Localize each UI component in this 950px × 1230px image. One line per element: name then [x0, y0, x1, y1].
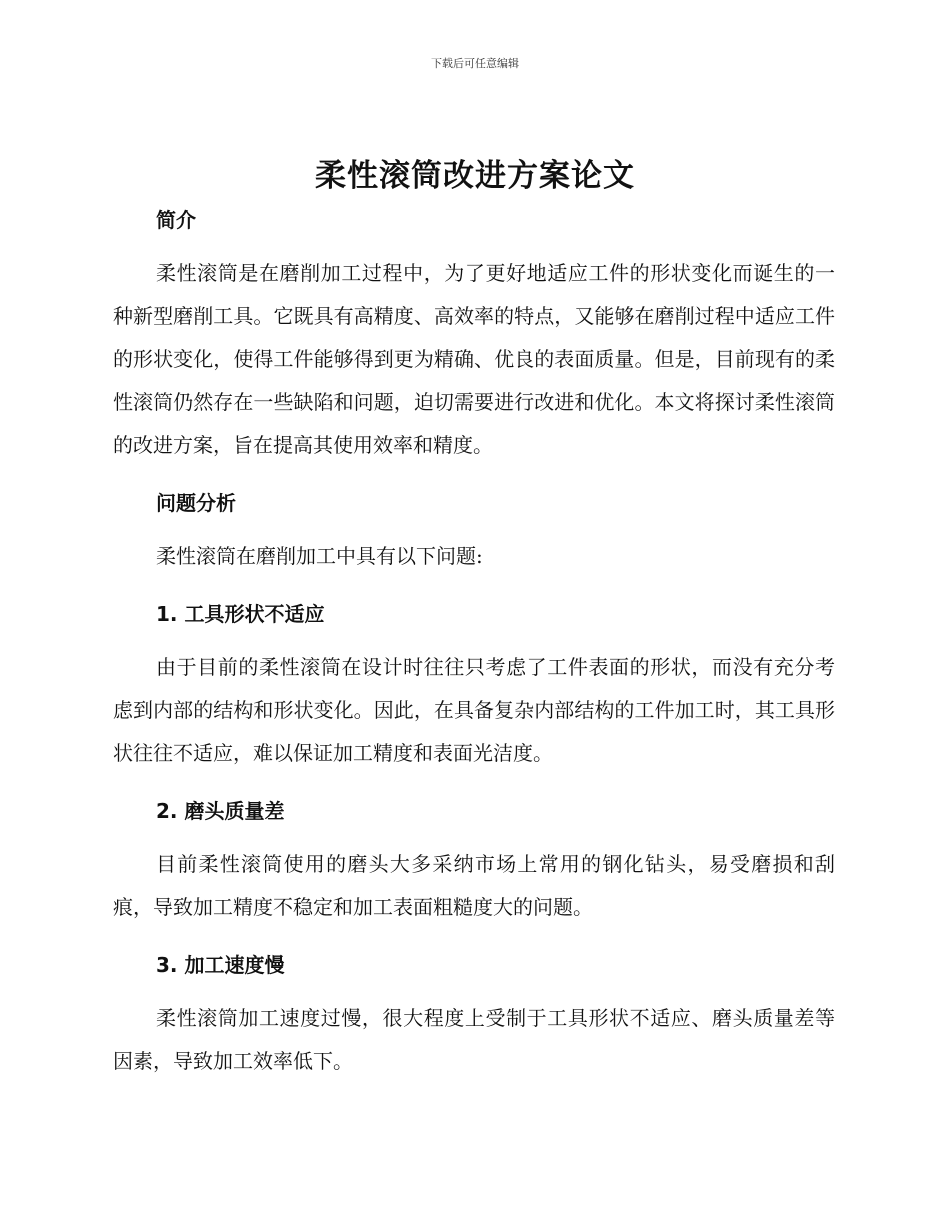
document-body [113, 198, 835, 1083]
header-note: 下载后可任意编辑 [431, 57, 519, 70]
problem-1-paragraph: 由于目前的柔性滚筒在设计时往往只考虑了工件表面的形状，而没有充分考虑到内部的结构和形状变化。因此，在具备复杂内部结构的工件加工时，其工具形状往往不适应，难以保证加工精度和表面光洁度。 [113, 655, 835, 765]
intro-heading: 简介 [156, 208, 196, 232]
intro-paragraph: 柔性滚筒是在磨削加工过程中，为了更好地适应工件的形状变化而诞生的一种新型磨削工具。它既具有高精度、高效率的特点，又能够在磨削过程中适应工件的形状变化，使得工件能够得到更为精确、优良的表面质量。但是，目前现有的柔性滚筒仍然存在一些缺陷和问题，迫切需要进行改进和优化。本文将探讨柔性滚筒的改进方案，旨在提高其使用效率和精度。 [113, 261, 835, 457]
problem-2-paragraph: 目前柔性滚筒使用的磨头大多采纳市场上常用的钢化钻头，易受磨损和刮痕，导致加工精度不稳定和加工表面粗糙度大的问题。 [113, 852, 835, 919]
problem-3-heading: 3. 加工速度慢 [156, 953, 285, 977]
problem-3-paragraph: 柔性滚筒加工速度过慢，很大程度上受制于工具形状不适应、磨头质量差等因素，导致加工效率低下。 [113, 1006, 835, 1073]
problem-2-heading: 2. 磨头质量差 [156, 799, 285, 823]
analysis-heading: 问题分析 [156, 491, 236, 515]
problem-1-heading: 1. 工具形状不适应 [156, 602, 325, 626]
analysis-intro-paragraph: 柔性滚筒在磨削加工中具有以下问题: [156, 544, 483, 568]
page-title: 柔性滚筒改进方案论文 [315, 158, 635, 194]
